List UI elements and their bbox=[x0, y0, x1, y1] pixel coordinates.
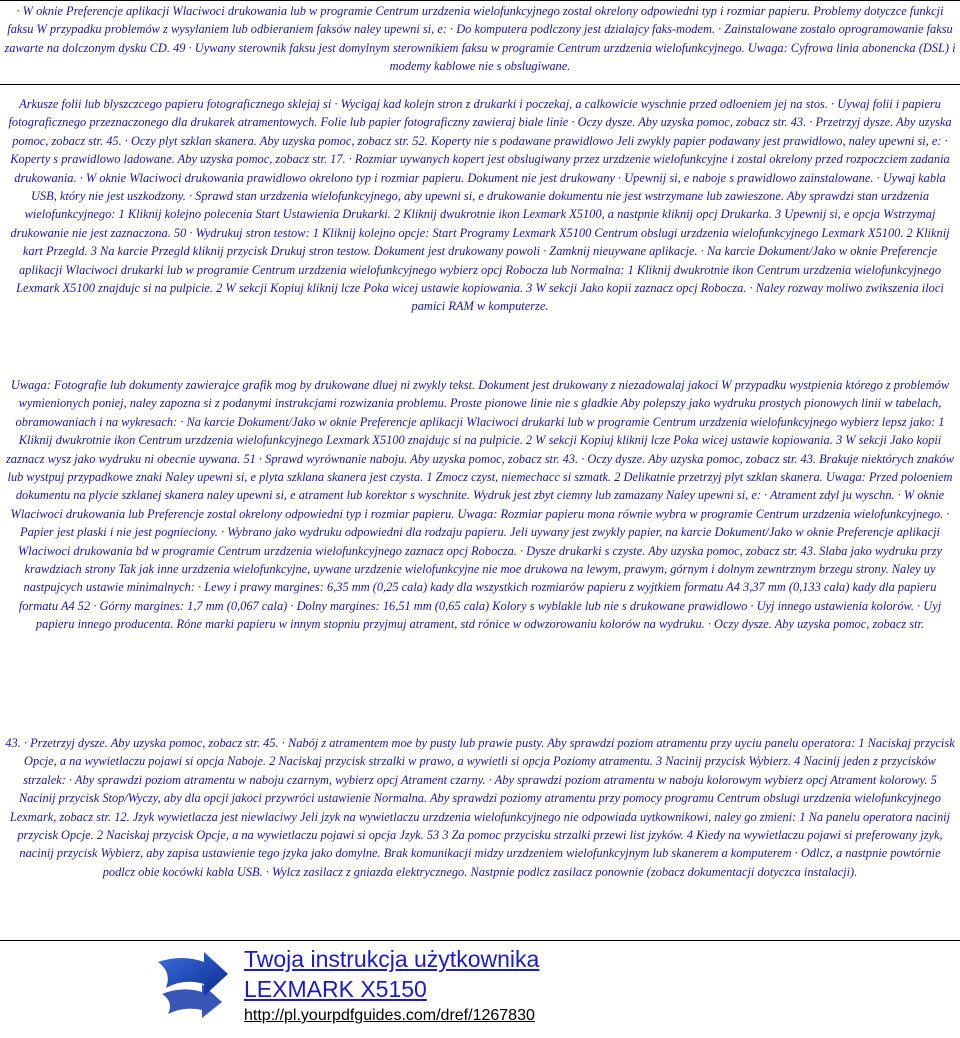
section-rule bbox=[0, 84, 960, 85]
model-link[interactable]: LEXMARK X5150 bbox=[244, 976, 427, 1002]
text-block-2: Arkusze folii lub blyszczcego papieru fotograficznego sklejaj si · Wycigaj kad kolejn stron z drukarki i poczekaj, a calkowicie wyschnie przed odloeniem jej na stos. · Uywaj folii i papieru fotograficznego przeznaczonego dla drukarek atramentowych. Folie lub papier fotograficzny zawieraj biale linie · Oczy dysze. Aby uzyska pomoc, zobacz str. 43. · Przetrzyj dysze. Aby uzyska pomoc, zobacz str. 45. · Oczy plyt szklan skanera. Aby uzyska pomoc, zobacz str. 52. Koperty nie s podawane prawidlowo Jeli zwykly papier podawany jest prawidlowo, naley upewni si, e: · Koperty s prawidlowo ladowane. Aby uzyska pomoc, zobacz str. 17. · Rozmiar uywanych kopert jest obslugiwany przez urzdzenie wielofunkcyjne i zostal okrelony przed rozpoczciem zadania drukowania. · W oknie Wlaciwoci drukowania prawidlowo okrelono typ i rozmiar papieru. Dokument nie jest drukowany · Upewnij si, e naboje s prawidlowo zainstalowane. · Uywaj kabla USB, który nie jest uszkodzony. · Sprawd stan urzdzenia wielofunkcyjnego, aby upewni si, e drukowanie dokumentu nie jest wstrzymane lub zawieszone. Aby sprawdzi stan urzdzenia wielofunkcyjnego: 1 Kliknij kolejno polecenia Start Ustawienia Drukarki. 2 Kliknij dwukrotnie ikon Lexmark X5100, a nastpnie kliknij opcj Drukarka. 3 Upewnij si, e opcja Wstrzymaj drukowanie nie jest zaznaczona. 50 · Wydrukuj stron testow: 1 Kliknij kolejno opcje: Start Programy Lexmark X5100 Centrum obslugi urzdzenia wielofunkcyjnego Lexmark X5100. 2 Kliknij kart Przegld. 3 Na karcie Przegld kliknij przycisk Drukuj stron testow. Dokument jest drukowany powoli · Zamknij nieuywane aplikacje. · Na karcie Dokument/Jako w oknie Preferencje aplikacji Wlaciwoci drukarki lub w programie Centrum urzdzenia wielofunkcyjnego wybierz opcj Robocza lub Normalna: 1 Kliknij dwukrotnie ikon Centrum urzdzenia wielofunkcyjnego Lexmark X5100 znajdujc si na pulpicie. 2 W sekcji Kopiuj kliknij lcze Poka wicej ustawie kopiowania. 3 W sekcji Jako kopii zaznacz opcj Robocza. · Naley rozway moliwo zwikszenia iloci pamici RAM w komputerze. bbox=[8, 97, 952, 314]
text-block-3: Uwaga: Fotografie lub dokumenty zawierajce grafik mog by drukowane dluej ni zwykly tekst. Dokument jest drukowany z niezadowalaj jakoci W przypadku wystpienia którego z problemów wymienionych poniej, naley zapozna si z podanymi instrukcjami rozwizania problemu. Proste pionowe linie nie s gladkie Aby polepszy jako wydruku prostych pionowych linii w tabelach, obramowaniach i na wykresach: · Na karcie Dokument/Jako w oknie Preferencje aplikacji Wlaciwoci drukarki lub w programie Centrum urzdzenia wielofunkcyjnego wybierz lepsz jako: 1 Kliknij dwukrotnie ikon Centrum urzdzenia wielofunkcyjnego Lexmark X5100 znajdujc si na pulpicie. 2 W sekcji Kopiuj kliknij lcze Poka wicej ustawie kopiowania. 3 W sekcji Jako kopii zaznacz wysz jako wydruku ni obecnie uywana. 51 · Sprawd wyrównanie naboju. Aby uzyska pomoc, zobacz str. 43. · Oczy dysze. Aby uzyska pomoc, zobacz str. 43. Brakuje niektórych znaków lub wystpuj przypadkowe znaki Naley upewni si, e plyta szklana skanera jest czysta. 1 Zmocz czyst, niemechacc si szmatk. 2 Delikatnie przetrzyj plyt szklan skanera. Uwaga: Przed poloeniem dokumentu na plycie szklanej skanera naley upewni si, e atrament lub korektor s wyschnite. Wydruk jest zbyt ciemny lub zamazany Naley upewni si, e: · Atrament zdyl ju wyschn. · W oknie Wlaciwoci drukowania lub Preferencje zostal okrelony odpowiedni typ i rozmiar papieru. Uwaga: Rozmiar papieru mona równie wybra w programie Centrum urzdzenia wielofunkcyjnego. · Papier jest plaski i nie jest pognieciony. · Wybrano jako wydruku odpowiedni dla rodzaju papieru. Jeli uywany jest zwykly papier, na karcie Dokument/Jako w oknie Preferencje aplikacji Wlaciwoci drukowania bd w programie Centrum urzdzenia wielofunkcyjnego zaznacz opcj Robocza. · Dysze drukarki s czyste. Aby uzyska pomoc, zobacz str. 43. Slaba jako wydruku przy krawdziach strony Tak jak inne urzdzenia wielofunkcyjne, uywane urzdzenie wielofunkcyjne nie moe drukowa na lewym, prawym, górnym i dolnym zewntrznym brzegu strony. Naley uy nastpujcych ustawie minimalnych: · Lewy i prawy margines: 6,35 mm (0,25 cala) kady dla wszystkich rozmiarów papieru z wyjtkiem formatu A4 3,37 mm (0,133 cala) kady dla papieru formatu A4 52 · Górny margines: 1,7 mm (0,067 cala) · Dolny margines: 16,51 mm (0,65 cala) Kolory s wyblakle lub nie s drukowane prawidlowo · Uyj innego ustawienia kolorów. · Uyj papieru innego producenta. Róne marki papieru w innym stopniu przyjmuj atrament, std rónice w odwzorowaniu kolorów na wydruku. · Oczy dysze. Aby uzyska pomoc, zobacz str. bbox=[5, 378, 954, 632]
manual-title-link[interactable]: Twoja instrukcja użytkownika bbox=[244, 946, 540, 972]
top-rule bbox=[0, 0, 960, 1]
text-block-4: 43. · Przetrzyj dysze. Aby uzyska pomoc, zobacz str. 45. · Nabój z atramentem moe by pusty lub prawie pusty. Aby sprawdzi poziom atramentu przy uyciu panelu operatora: 1 Naciskaj przycisk Opcje, a na wywietlaczu pojawi si opcja Naboje. 2 Naciskaj przycisk strzalki w prawo, a wywietli si opcja Poziomy atramentu. 3 Nacinij przycisk Wybierz. 4 Nacinij jeden z przycisków strzalek: · Aby sprawdzi poziom atramentu w naboju czarnym, wybierz opcj Atrament czarny. · Aby sprawdzi poziom atramentu w naboju kolorowym wybierz opcj Atrament kolorowy. 5 Nacinij przycisk Stop/Wyczy, aby dla opcji jakoci przywróci ustawienie Normalna. Aby sprawdzi poziomy atramentu przy pomocy programu Centrum obslugi urzdzenia wielofunkcyjnego Lexmark, zobacz str. 12. Jzyk wywietlacza jest niewlaciwy Jeli jzyk na wywietlaczu urzdzenia wielofunkcyjnego nie odpowiada uytkownikowi, naley go zmieni: 1 Na panelu operatora nacinij przycisk Opcje. 2 Naciskaj przycisk Opcje, a na wywietlaczu pojawi si opcja Jzyk. 53 3 Za pomoc przycisku strzalki przewi list jzyków. 4 Kiedy na wywietlaczu pojawi si preferowany jzyk, nacinij przycisk Wybierz, aby zapisa ustawienie tego jzyka jako domylne. Brak komunikacji midzy urzdzeniem wielofunkcyjnym lub skanerem a komputerem · Odlcz, a nastpnie powtórnie podlcz obie kocówki kabla USB. · Wylcz zasilacz z gniazda elektrycznego. Nastpnie podlcz zasilacz ponownie (zobacz dokumentacji dotyczca instalacji). bbox=[5, 736, 955, 879]
footer bbox=[0, 940, 960, 1038]
source-url-link[interactable]: http://pl.yourpdfguides.com/dref/1267830 bbox=[244, 1007, 535, 1024]
text-block-1: · W oknie Preferencje aplikacji Wlaciwoci drukowania lub w programie Centrum urzdzenia wielofunkcyjnego zostal okrelony odpowiedni typ i rozmiar papieru. Problemy dotyczce funkcji faksu W przypadku problemów z wysylaniem lub odbieraniem faksów naley upewni si, e: · Do komputera podlczony jest dzialajcy faks-modem. · Zainstalowane zostalo oprogramowanie faksu zawarte na dolczonym dysku CD. 49 · Uywany sterownik faksu jest domylnym sterownikiem faksu w programie Centrum urzdzenia wielofunkcyjnego. Uwaga: Cyfrowa linia abonencka (DSL) i modemy kablowe nie s obslugiwane. bbox=[4, 4, 956, 74]
yourpdfguides-arrow-logo-icon bbox=[152, 948, 232, 1020]
